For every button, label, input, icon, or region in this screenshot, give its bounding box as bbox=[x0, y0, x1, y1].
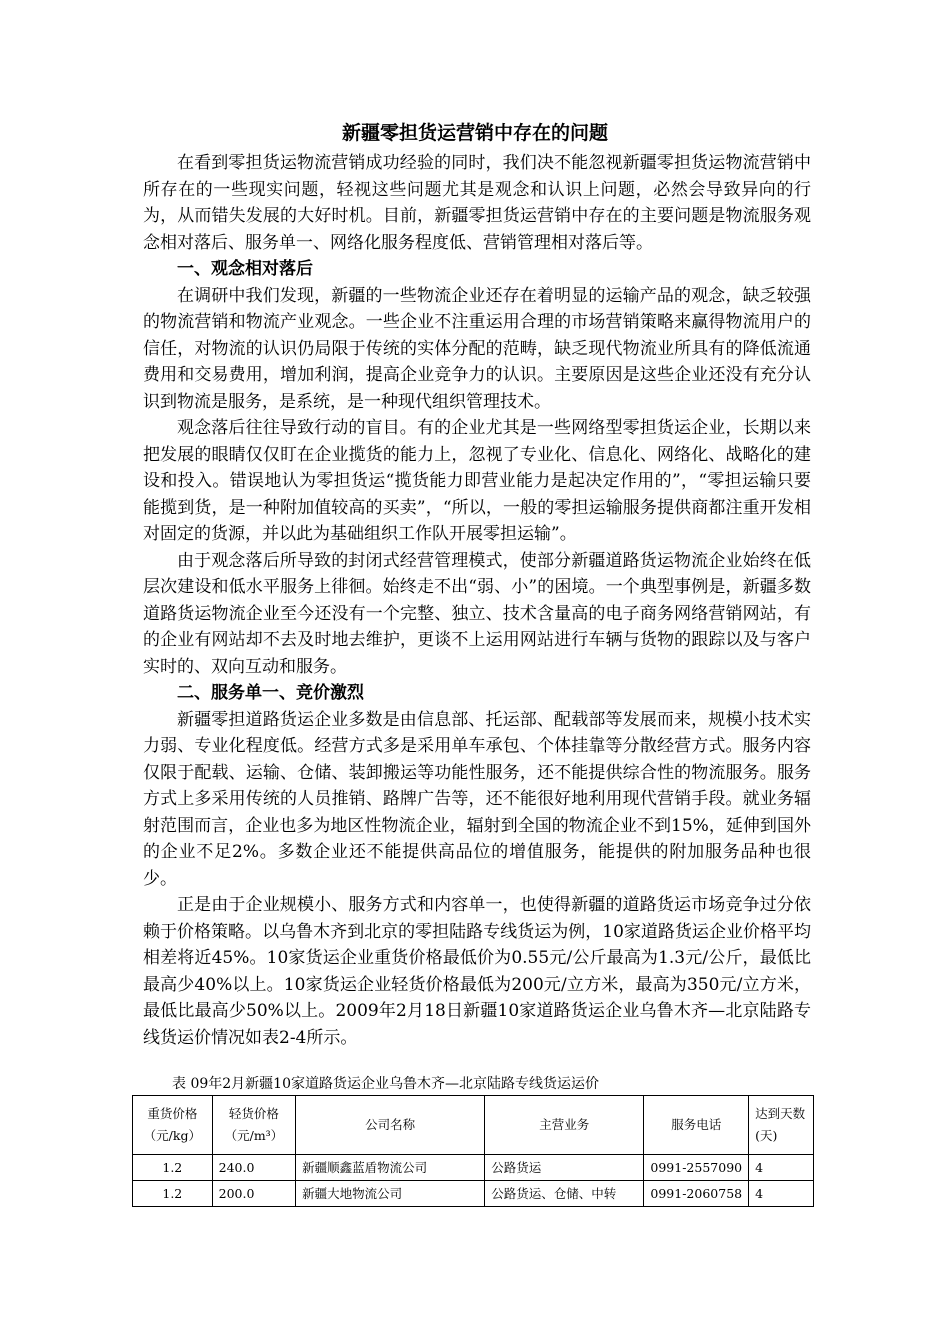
freight-rate-table bbox=[132, 1095, 814, 1207]
table-row bbox=[133, 1155, 814, 1181]
table-cell: 200.0 bbox=[212, 1181, 296, 1207]
table-cell: 0991-2557090 bbox=[644, 1155, 749, 1181]
section-heading: 二、服务单一、竞价激烈 bbox=[177, 683, 364, 703]
table-cell: 4 bbox=[749, 1181, 814, 1207]
table-header-cell: 公司名称 bbox=[296, 1096, 485, 1155]
table-header-row bbox=[133, 1096, 814, 1155]
paragraph: 观念落后往往导致行动的盲目。有的企业尤其是一些网络型零担货运企业，长期以来把发展的眼睛仅仅盯在企业揽货的能力上，忽视了专业化、信息化、网络化、战略化的建设和投入。错误地认为零担货运“揽货能力即营业能力是起决定作用的”，“零担运输只要能揽到货，是一种附加值较高的买卖”，“所以，一般的零担运输服务提供商都注重开发相对固定的货源，并以此为基础组织工作队开展零担运输”。 bbox=[143, 418, 811, 544]
table-cell: 新疆顺鑫蓝盾物流公司 bbox=[296, 1155, 485, 1181]
table-header-cell: 主营业务 bbox=[485, 1096, 644, 1155]
document-title: 新疆零担货运营销中存在的问题 bbox=[341, 122, 608, 144]
table-cell: 0991-2060758 bbox=[644, 1181, 749, 1207]
table-cell: 240.0 bbox=[212, 1155, 296, 1181]
paragraph: 新疆零担道路货运企业多数是由信息部、托运部、配载部等发展而来，规模小技术实力弱、专业化程度低。经营方式多是采用单车承包、个体挂靠等分散经营方式。服务内容仅限于配载、运输、仓储、装卸搬运等功能性服务，还不能提供综合性的物流服务。服务方式上多采用传统的人员推销、路牌广告等，还不能很好地利用现代营销手段。就业务辐射范围而言，企业也多为地区性物流企业，辐射到全国的物流企业不到15%，延伸到国外的企业不足2%。多数企业还不能提供高品位的增值服务，能提供的附加服务品种也很少。 bbox=[143, 709, 811, 889]
table-header-cell: 达到天数(天) bbox=[749, 1096, 814, 1155]
table-row bbox=[133, 1181, 814, 1207]
table-body bbox=[133, 1155, 814, 1207]
table-cell: 公路货运、仓储、中转 bbox=[485, 1181, 644, 1207]
table-cell: 新疆大地物流公司 bbox=[296, 1181, 485, 1207]
table-cell: 公路货运 bbox=[485, 1155, 644, 1181]
paragraph: 由于观念落后所导致的封闭式经营管理模式，使部分新疆道路货运物流企业始终在低层次建设和低水平服务上徘徊。始终走不出“弱、小”的困境。一个典型事例是，新疆多数道路货运物流企业至今还没有一个完整、独立、技术含量高的电子商务网络营销网站，有的企业有网站却不去及时地去维护，更谈不上运用网站进行车辆与货物的跟踪以及与客户实时的、双向互动和服务。 bbox=[143, 550, 811, 677]
paragraph: 在调研中我们发现，新疆的一些物流企业还存在着明显的运输产品的观念，缺乏较强的物流营销和物流产业观念。一些企业不注重运用合理的市场营销策略来赢得物流用户的信任，对物流的认识仍局限于传统的实体分配的范畴，缺乏现代物流业所具有的降低流通费用和交易费用，增加利润，提高企业竞争力的认识。主要原因是这些企业还没有充分认识到物流是服务，是系统，是一种现代组织管理技术。 bbox=[143, 285, 811, 412]
section-heading: 一、观念相对落后 bbox=[177, 259, 313, 279]
document-body bbox=[143, 150, 811, 1051]
paragraph: 正是由于企业规模小、服务方式和内容单一，也使得新疆的道路货运市场竞争过分依赖于价格策略。以乌鲁木齐到北京的零担陆路专线货运为例，10家道路货运企业价格平均相差将近45%。10家货运企业重货价格最低价为0.55元/公斤最高为1.3元/公斤，最低比最高少40%以上。10家货运企业轻货价格最低为200元/立方米，最高为350元/立方米，最低比最高少50%以上。2009年2月18日新疆10家道路货运企业乌鲁木齐—北京陆路专线货运价情况如表2-4所示。 bbox=[143, 895, 811, 1048]
table-cell: 1.2 bbox=[133, 1155, 213, 1181]
table-header-cell: 服务电话 bbox=[644, 1096, 749, 1155]
table-header-cell: 重货价格（元/kg） bbox=[133, 1096, 213, 1155]
paragraph: 在看到零担货运物流营销成功经验的同时，我们决不能忽视新疆零担货运物流营销中所存在的一些现实问题，轻视这些问题尤其是观念和认识上问题，必然会导致异向的行为，从而错失发展的大好时机。目前，新疆零担货运营销中存在的主要问题是物流服务观念相对落后、服务单一、网络化服务程度低、营销管理相对落后等。 bbox=[143, 153, 811, 253]
table-caption: 表 09年2月新疆10家道路货运企业乌鲁木齐—北京陆路专线货运运价 bbox=[172, 1076, 599, 1092]
table-cell: 4 bbox=[749, 1155, 814, 1181]
table-header-cell: 轻货价格（元/m³） bbox=[212, 1096, 296, 1155]
table-cell: 1.2 bbox=[133, 1181, 213, 1207]
